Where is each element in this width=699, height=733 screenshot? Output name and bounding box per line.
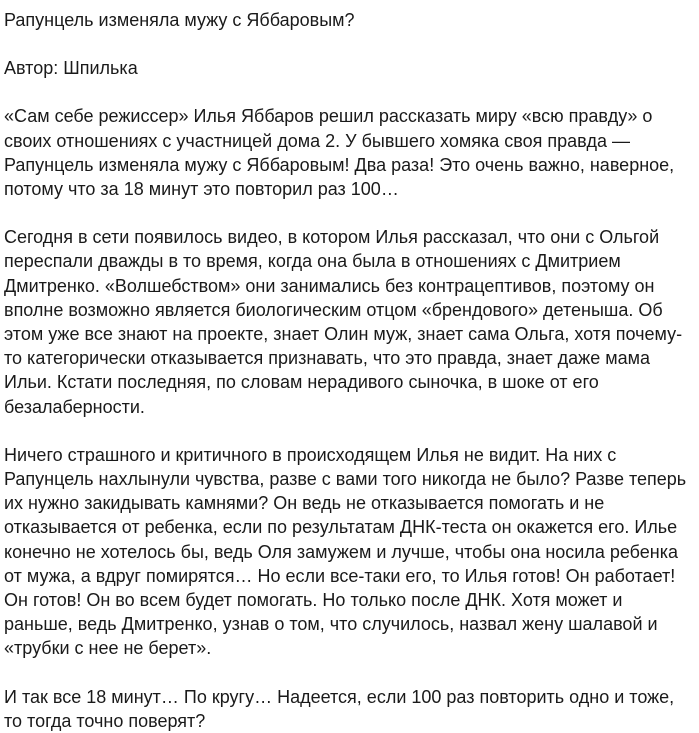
- article-paragraph: Ничего страшного и критичного в происходящем Илья не видит. На них с Рапунцель нахлынули чувства, разве с вами того никогда не было? Разве теперь их нужно закидывать камнями? Он ведь не отказывается помогать и не отказывается от ребенка, если по результатам ДНК-теста он окажется его. Илье конечно не хотелось бы, ведь Оля замужем и лучше, чтобы она носила ребенка от мужа, а вдруг помирятся… Но если все-таки его, то Илья готов! Он работает! Он готов! Он во всем будет помогать. Но только после ДНК. Хотя может и раньше, ведь Дмитренко, узнав о том, что случилось, назвал жену шалавой и «трубки с нее не берет».: [4, 444, 687, 659]
- article-paragraph: Сегодня в сети появилось видео, в котором Илья рассказал, что они с Ольгой переспали дважды в то время, когда она была в отношениях с Дмитрием Дмитренко. «Волшебством» они занимались без контрацептивов, поэтому он вполне возможно является биологическим отцом «брендового» детеныша. Об этом уже все знают на проекте, знает Олин муж, знает сама Ольга, хотя почему-то категорически отказывается признавать, что это правда, знает даже мама Ильи. Кстати последняя, по словам нерадивого сыночка, в шоке от его безалаберности.: [4, 227, 683, 417]
- article-paragraph: И так все 18 минут… По кругу… Надеется, если 100 раз повторить одно и тоже, то тогда точно поверят?: [4, 686, 675, 731]
- article-author: Автор: Шпилька: [4, 58, 138, 79]
- article-title: Рапунцель изменяла мужу с Яббаровым?: [4, 10, 355, 30]
- article: [4, 8, 696, 733]
- article-paragraph: «Сам себе режиссер» Илья Яббаров решил рассказать миру «всю правду» о своих отношениях с участницей дома 2. У бывшего хомяка своя правда — Рапунцель изменяла мужу с Яббаровым! Два раза! Это очень важно, наверное, потому что за 18 минут это повторил раз 100…: [4, 106, 675, 200]
